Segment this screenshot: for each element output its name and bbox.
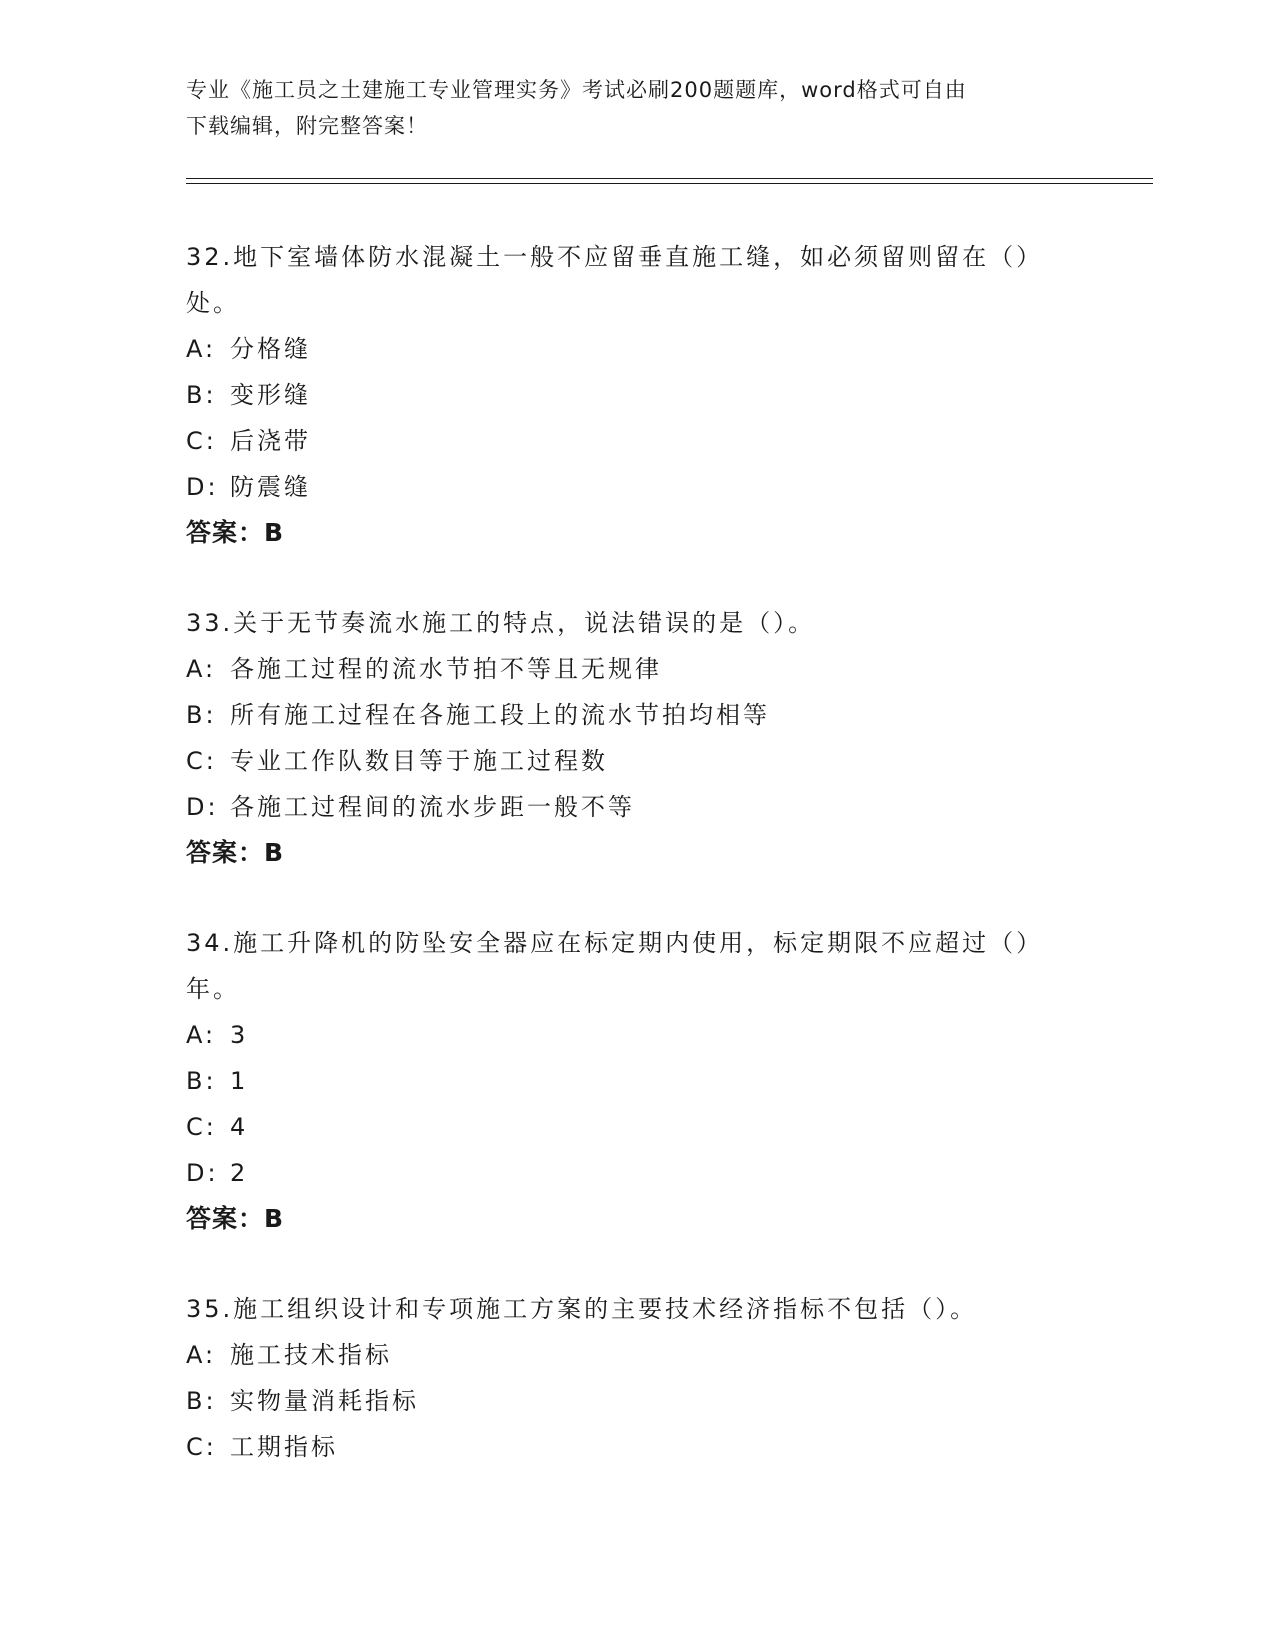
option-key: D: bbox=[186, 1159, 219, 1187]
option-d bbox=[186, 1150, 1076, 1196]
option-c bbox=[186, 1104, 1076, 1150]
question-stem: 32.地下室墙体防水混凝土一般不应留垂直施工缝，如必须留则留在（）处。 bbox=[186, 243, 1044, 317]
option-text: 所有施工过程在各施工段上的流水节拍均相等 bbox=[230, 701, 770, 729]
question-list bbox=[186, 234, 1076, 1514]
option-text: 1 bbox=[230, 1067, 249, 1095]
header-divider-bottom bbox=[186, 183, 1153, 184]
option-key: A: bbox=[186, 1341, 217, 1369]
option-text: 变形缝 bbox=[230, 381, 311, 409]
option-key: C: bbox=[186, 1433, 217, 1461]
option-key: B: bbox=[186, 1067, 217, 1095]
option-text: 4 bbox=[230, 1113, 249, 1141]
question-35 bbox=[186, 1286, 1076, 1470]
question-stem: 34.施工升降机的防坠安全器应在标定期内使用，标定期限不应超过（）年。 bbox=[186, 929, 1044, 1003]
option-b bbox=[186, 1058, 1076, 1104]
answer-label: 答案：B bbox=[186, 518, 285, 547]
header-divider-top bbox=[186, 178, 1153, 179]
option-text: 工期指标 bbox=[230, 1433, 338, 1461]
question-32 bbox=[186, 234, 1076, 556]
option-c bbox=[186, 1424, 1076, 1470]
option-key: C: bbox=[186, 747, 217, 775]
option-text: 2 bbox=[230, 1159, 249, 1187]
option-key: A: bbox=[186, 335, 217, 363]
option-c bbox=[186, 738, 1076, 784]
option-text: 专业工作队数目等于施工过程数 bbox=[230, 747, 608, 775]
option-key: B: bbox=[186, 701, 217, 729]
option-text: 3 bbox=[230, 1021, 249, 1049]
answer-label: 答案：B bbox=[186, 1204, 285, 1233]
option-text: 分格缝 bbox=[230, 335, 311, 363]
option-text: 防震缝 bbox=[230, 473, 311, 501]
option-text: 实物量消耗指标 bbox=[230, 1387, 419, 1415]
option-key: B: bbox=[186, 381, 217, 409]
option-a bbox=[186, 1332, 1076, 1378]
option-a bbox=[186, 1012, 1076, 1058]
option-key: C: bbox=[186, 427, 217, 455]
option-a bbox=[186, 326, 1076, 372]
option-b bbox=[186, 692, 1076, 738]
option-key: B: bbox=[186, 1387, 217, 1415]
option-b bbox=[186, 1378, 1076, 1424]
option-text: 各施工过程间的流水步距一般不等 bbox=[230, 793, 635, 821]
option-text: 各施工过程的流水节拍不等且无规律 bbox=[230, 655, 662, 683]
option-key: A: bbox=[186, 1021, 217, 1049]
option-key: D: bbox=[186, 473, 219, 501]
question-stem: 33.关于无节奏流水施工的特点，说法错误的是（）。 bbox=[186, 609, 816, 637]
option-b bbox=[186, 372, 1076, 418]
option-d bbox=[186, 784, 1076, 830]
option-key: A: bbox=[186, 655, 217, 683]
question-33 bbox=[186, 600, 1076, 876]
header-line-2: 下载编辑，附完整答案！ bbox=[186, 114, 428, 138]
option-text: 施工技术指标 bbox=[230, 1341, 392, 1369]
header-line-1: 专业《施工员之土建施工专业管理实务》考试必刷200题题库，word格式可自由 bbox=[186, 78, 967, 102]
option-a bbox=[186, 646, 1076, 692]
option-key: D: bbox=[186, 793, 219, 821]
answer-label: 答案：B bbox=[186, 838, 285, 867]
option-key: C: bbox=[186, 1113, 217, 1141]
option-d bbox=[186, 464, 1076, 510]
option-text: 后浇带 bbox=[230, 427, 311, 455]
document-header bbox=[186, 72, 1086, 144]
option-c bbox=[186, 418, 1076, 464]
question-34 bbox=[186, 920, 1076, 1242]
question-stem: 35.施工组织设计和专项施工方案的主要技术经济指标不包括（）。 bbox=[186, 1295, 978, 1323]
